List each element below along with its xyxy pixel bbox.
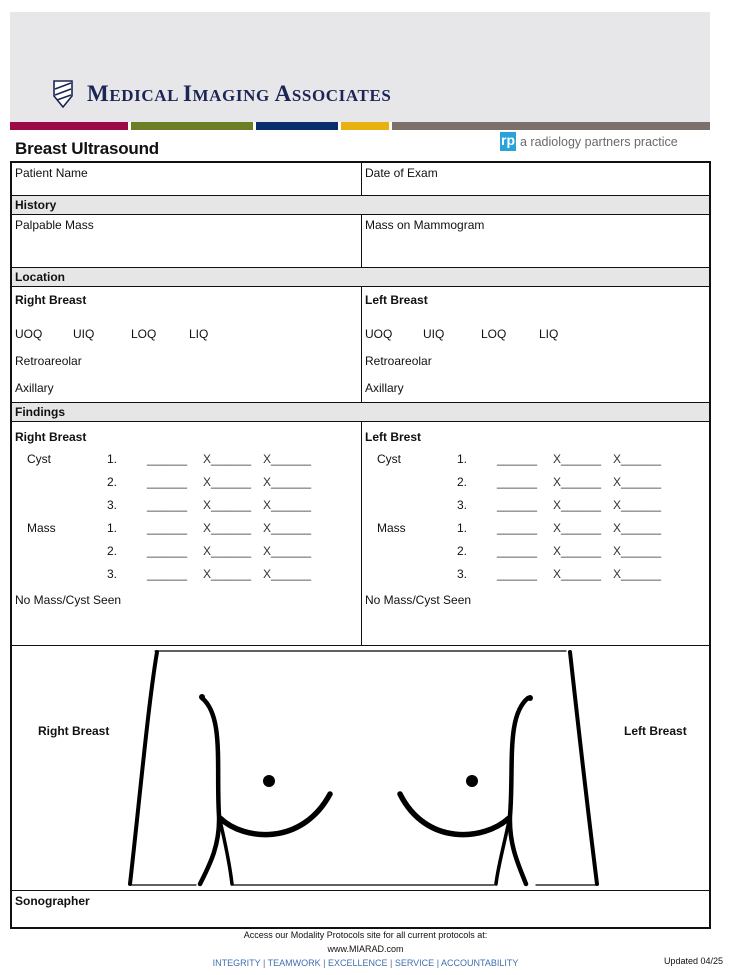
dimension-3-field[interactable]: X______ — [263, 544, 312, 558]
finding-type-label: Cyst — [377, 452, 401, 466]
diagram-left-label: Left Breast — [624, 724, 687, 738]
breast-outline-icon — [124, 646, 604, 891]
color-bar-segment — [256, 122, 338, 130]
finding-number: 2. — [107, 544, 118, 558]
palpable-mass-label: Palpable Mass — [15, 218, 94, 232]
finding-number: 2. — [457, 475, 468, 489]
location-right-title: Right Breast — [15, 293, 87, 307]
patient-name-label: Patient Name — [15, 166, 88, 180]
findings-right-title: Right Breast — [15, 430, 87, 444]
findings-right-breast — [12, 422, 362, 645]
finding-type-label — [377, 475, 457, 489]
findings-right-grid — [15, 452, 358, 581]
finding-number: 3. — [107, 498, 118, 512]
footer — [0, 928, 731, 970]
dimension-1-field[interactable]: ______ — [497, 521, 538, 535]
footer-values: INTEGRITY | TEAMWORK | EXCELLENCE | SERVICE | ACCOUNTABILITY — [212, 958, 519, 968]
retroareolar-option[interactable]: Retroareolar — [365, 354, 432, 368]
quadrant-liq[interactable]: LIQ — [539, 327, 559, 341]
dimension-1-field[interactable]: ______ — [147, 567, 188, 581]
no-mass-cyst-seen[interactable]: No Mass/Cyst Seen — [15, 593, 122, 607]
brand-color-bar — [10, 122, 713, 130]
dimension-1-field[interactable]: ______ — [497, 498, 538, 512]
dimension-3-field[interactable]: X______ — [263, 521, 312, 535]
location-right-breast — [12, 287, 362, 402]
dimension-3-field[interactable]: X______ — [613, 567, 662, 581]
quadrant-uoq[interactable]: UOQ — [365, 327, 393, 341]
finding-type-label — [377, 544, 457, 558]
sonographer-label: Sonographer — [15, 894, 90, 908]
finding-number: 3. — [107, 567, 118, 581]
dimension-2-field[interactable]: X______ — [203, 475, 252, 489]
partner-text: a radiology partners practice — [520, 134, 678, 149]
rp-logo-icon: rp — [500, 132, 516, 151]
dimension-3-field[interactable]: X______ — [263, 452, 312, 466]
patient-name-field[interactable] — [12, 163, 362, 195]
org-logo — [53, 80, 391, 108]
ultrasound-form — [10, 161, 711, 929]
mass-on-mammogram-label: Mass on Mammogram — [365, 218, 485, 232]
quadrant-liq[interactable]: LIQ — [189, 327, 209, 341]
date-of-exam-label: Date of Exam — [365, 166, 438, 180]
dimension-3-field[interactable]: X______ — [263, 475, 312, 489]
dimension-2-field[interactable]: X______ — [553, 521, 602, 535]
mass-on-mammogram-field[interactable] — [362, 215, 709, 267]
finding-number: 2. — [107, 475, 118, 489]
org-name: MEDICAL IMAGING ASSOCIATES — [87, 81, 392, 106]
dimension-2-field[interactable]: X______ — [553, 475, 602, 489]
finding-type-label — [27, 567, 107, 581]
findings-left-grid — [365, 452, 706, 581]
dimension-3-field[interactable]: X______ — [613, 544, 662, 558]
finding-number: 3. — [457, 567, 468, 581]
diagram-right-label: Right Breast — [38, 724, 110, 738]
dimension-3-field[interactable]: X______ — [613, 521, 662, 535]
dimension-1-field[interactable]: ______ — [497, 452, 538, 466]
dimension-2-field[interactable]: X______ — [203, 498, 252, 512]
history-heading: History — [12, 196, 709, 215]
finding-type-label — [377, 498, 457, 512]
date-of-exam-field[interactable] — [362, 163, 709, 195]
dimension-2-field[interactable]: X______ — [203, 567, 252, 581]
location-left-title: Left Breast — [365, 293, 428, 307]
form-title: Breast Ultrasound — [15, 139, 159, 158]
color-bar-segment — [10, 122, 128, 130]
footer-protocols-text: Access our Modality Protocols site for all current protocols at: — [243, 930, 488, 940]
color-bar-segment — [341, 122, 389, 130]
dimension-2-field[interactable]: X______ — [203, 452, 252, 466]
dimension-2-field[interactable]: X______ — [553, 452, 602, 466]
finding-type-label: Cyst — [27, 452, 51, 466]
palpable-mass-field[interactable] — [12, 215, 362, 267]
finding-number: 3. — [457, 498, 468, 512]
findings-left-breast — [362, 422, 709, 645]
sonographer-field[interactable] — [12, 891, 709, 927]
dimension-3-field[interactable]: X______ — [613, 498, 662, 512]
shield-icon — [53, 80, 73, 108]
dimension-2-field[interactable]: X______ — [553, 567, 602, 581]
dimension-3-field[interactable]: X______ — [613, 475, 662, 489]
dimension-1-field[interactable]: ______ — [147, 498, 188, 512]
location-heading: Location — [12, 268, 709, 287]
quadrant-loq[interactable]: LOQ — [131, 327, 157, 341]
quadrant-uiq[interactable]: UIQ — [73, 327, 95, 341]
breast-diagram[interactable] — [12, 646, 709, 891]
dimension-1-field[interactable]: ______ — [497, 544, 538, 558]
location-left-breast — [362, 287, 709, 402]
finding-number: 1. — [107, 521, 118, 535]
dimension-1-field[interactable]: ______ — [497, 475, 538, 489]
finding-type-label: Mass — [377, 521, 406, 535]
dimension-2-field[interactable]: X______ — [203, 544, 252, 558]
finding-type-label — [27, 544, 107, 558]
findings-heading: Findings — [12, 403, 709, 422]
finding-type-label: Mass — [27, 521, 56, 535]
footer-website-link[interactable]: www.MIARAD.com — [327, 944, 404, 954]
dimension-1-field[interactable]: ______ — [147, 521, 188, 535]
dimension-1-field[interactable]: ______ — [147, 544, 188, 558]
finding-type-label — [27, 475, 107, 489]
no-mass-cyst-seen[interactable]: No Mass/Cyst Seen — [365, 593, 472, 607]
dimension-2-field[interactable]: X______ — [553, 498, 602, 512]
findings-left-title: Left Brest — [365, 430, 422, 444]
dimension-3-field[interactable]: X______ — [263, 498, 312, 512]
color-bar-segment — [392, 122, 710, 130]
finding-type-label — [377, 567, 457, 581]
finding-number: 2. — [457, 544, 468, 558]
updated-date: Updated 04/25 — [663, 956, 723, 966]
dimension-3-field[interactable]: X______ — [263, 567, 312, 581]
finding-number: 1. — [107, 452, 118, 466]
finding-number: 1. — [457, 452, 468, 466]
finding-type-label — [27, 498, 107, 512]
color-bar-segment — [131, 122, 253, 130]
quadrant-uoq[interactable]: UOQ — [15, 327, 43, 341]
axillary-option[interactable]: Axillary — [15, 381, 54, 395]
dimension-1-field[interactable]: ______ — [497, 567, 538, 581]
dimension-2-field[interactable]: X______ — [553, 544, 602, 558]
quadrant-uiq[interactable]: UIQ — [423, 327, 445, 341]
axillary-option[interactable]: Axillary — [365, 381, 404, 395]
dimension-3-field[interactable]: X______ — [613, 452, 662, 466]
partner-badge — [500, 132, 678, 151]
finding-number: 1. — [457, 521, 468, 535]
quadrant-loq[interactable]: LOQ — [481, 327, 507, 341]
dimension-1-field[interactable]: ______ — [147, 475, 188, 489]
dimension-2-field[interactable]: X______ — [203, 521, 252, 535]
dimension-1-field[interactable]: ______ — [147, 452, 188, 466]
retroareolar-option[interactable]: Retroareolar — [15, 354, 82, 368]
